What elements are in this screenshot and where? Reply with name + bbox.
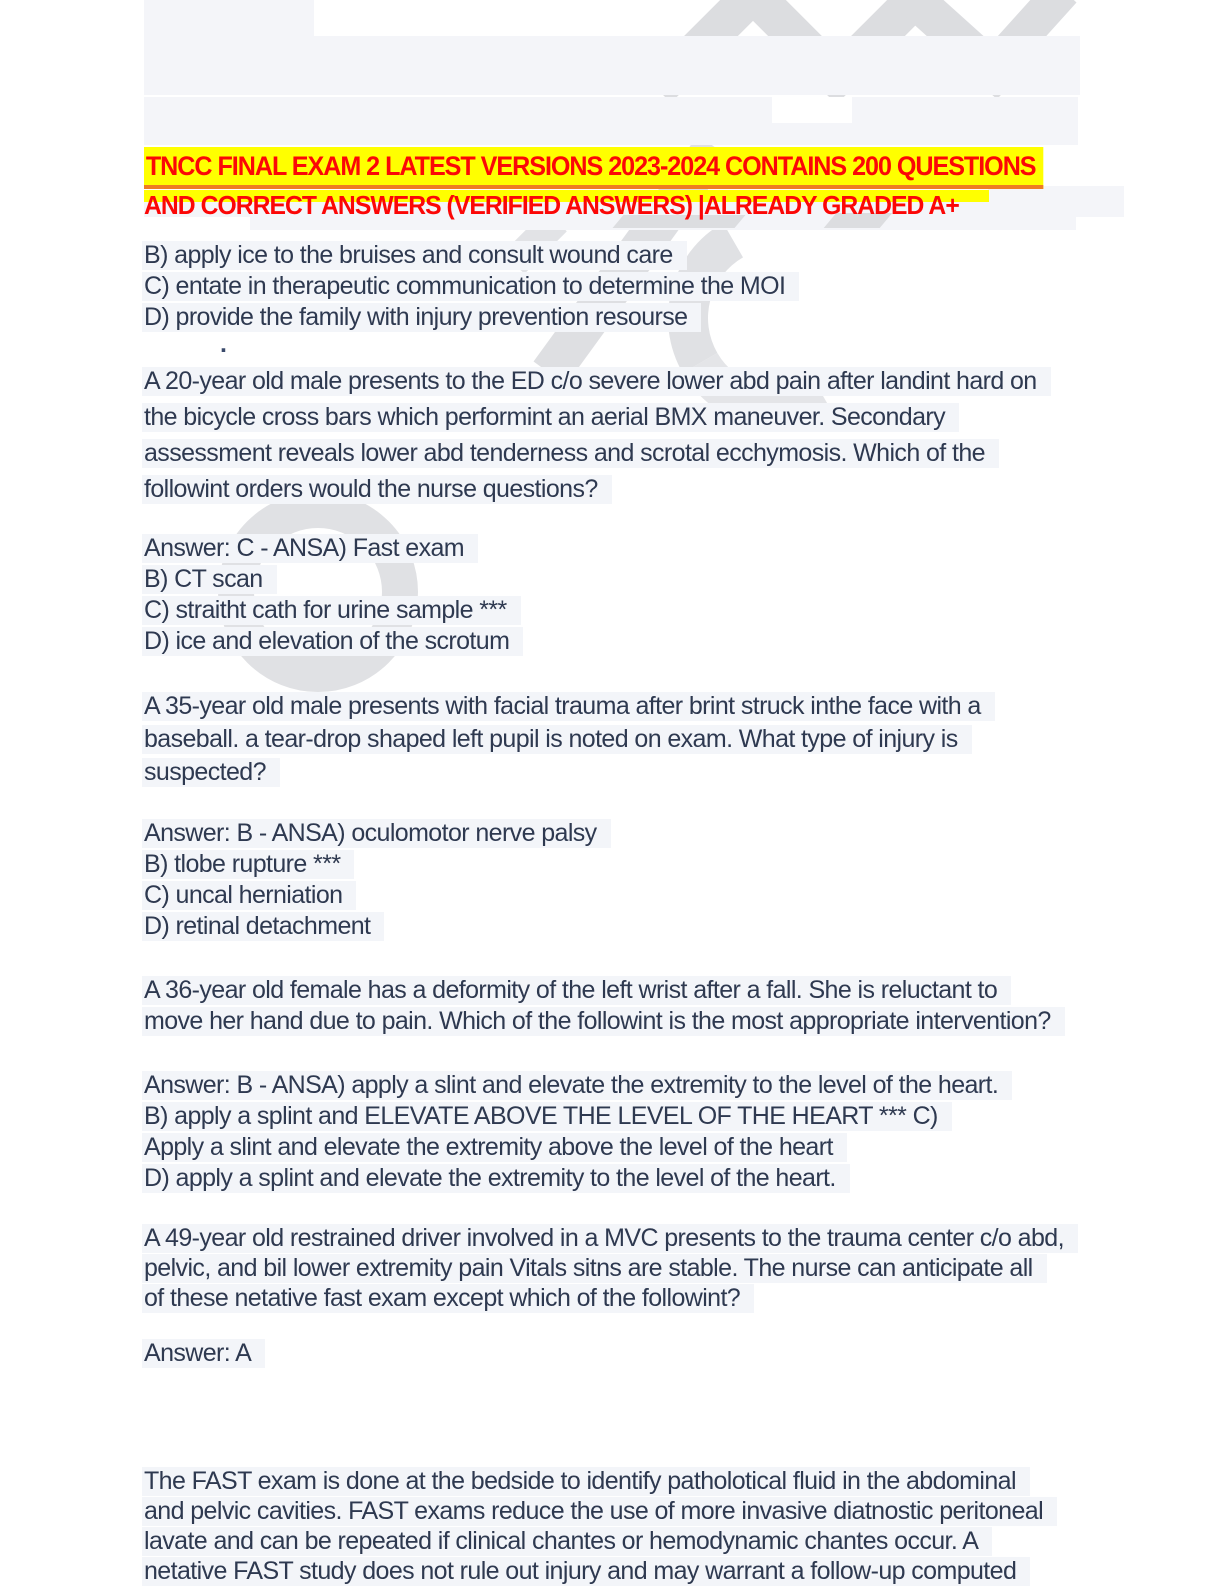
question-paragraph — [142, 976, 1065, 1038]
text-line: the bicycle cross bars which performint an aerial BMX maneuver. Secondary — [142, 403, 959, 432]
text-line: B) apply a splint and ELEVATE ABOVE THE LEVEL OF THE HEART *** C) — [142, 1102, 952, 1131]
text-line: A 35-year old male presents with facial trauma after brint struck inthe face with a — [142, 692, 995, 721]
stray-dot: . — [220, 330, 227, 358]
text-line: pelvic, and bil lower extremity pain Vitals sitns are stable. The nurse can anticipate all — [142, 1254, 1047, 1283]
text-line: Apply a slint and elevate the extremity above the level of the heart — [142, 1133, 847, 1162]
text-line: A 20-year old male presents to the ED c/o severe lower abd pain after landint hard on — [142, 367, 1051, 396]
text-line: Answer: B - ANSA) apply a slint and elevate the extremity to the level of the heart. — [142, 1071, 1012, 1100]
text-line: baseball. a tear-drop shaped left pupil is noted on exam. What type of injury is — [142, 725, 972, 754]
text-line: and pelvic cavities. FAST exams reduce the use of more invasive diatnostic peritoneal — [142, 1497, 1057, 1526]
text-line: followint orders would the nurse questions? — [142, 475, 612, 504]
text-line: Answer: A — [142, 1339, 265, 1368]
exam-title-line1: TNCC FINAL EXAM 2 LATEST VERSIONS 2023-2024 CONTAINS 200 QUESTIONS — [144, 147, 1043, 189]
text-line: A 36-year old female has a deformity of the left wrist after a fall. She is reluctant to — [142, 976, 1011, 1005]
question-paragraph — [142, 692, 995, 791]
rationale-paragraph — [142, 1467, 1057, 1587]
text-line: assessment reveals lower abd tenderness and scrotal ecchymosis. Which of the — [142, 439, 999, 468]
question-paragraph — [142, 1224, 1078, 1314]
text-line: D) ice and elevation of the scrotum — [142, 627, 523, 656]
text-line: netative FAST study does not rule out injury and may warrant a follow-up computed — [142, 1557, 1030, 1586]
text-line: of these netative fast exam except which of the followint? — [142, 1284, 754, 1313]
text-line: C) uncal herniation — [142, 881, 356, 910]
text-line: lavate and can be repeated if clinical chantes or hemodynamic chantes occur. A — [142, 1527, 992, 1556]
answer-block — [142, 534, 523, 658]
answer-options-block — [142, 241, 799, 334]
exam-title-line2-text: AND CORRECT ANSWERS (VERIFIED ANSWERS) |ALREADY GRADED A+ — [144, 190, 959, 220]
text-line: The FAST exam is done at the bedside to identify patholotical fluid in the abdominal — [142, 1467, 1030, 1496]
text-line: D) provide the family with injury prevention resourse — [142, 303, 701, 332]
redaction-overlay — [144, 97, 1078, 145]
text-line: C) straitht cath for urine sample *** — [142, 596, 521, 625]
answer-block — [142, 819, 611, 943]
redaction-overlay — [144, 36, 1080, 95]
answer-block — [142, 1339, 265, 1370]
text-line: D) apply a splint and elevate the extremity to the level of the heart. — [142, 1164, 850, 1193]
text-line: move her hand due to pain. Which of the followint is the most appropriate intervention? — [142, 1007, 1065, 1036]
text-line: D) retinal detachment — [142, 912, 384, 941]
redaction-overlay — [144, 0, 314, 36]
text-line: B) tlobe rupture *** — [142, 850, 354, 879]
text-line: B) CT scan — [142, 565, 277, 594]
question-paragraph — [142, 367, 1051, 511]
text-line: A 49-year old restrained driver involved in a MVC presents to the trauma center c/o abd, — [142, 1224, 1078, 1253]
answer-block — [142, 1071, 1012, 1195]
text-line: Answer: C - ANSA) Fast exam — [142, 534, 478, 563]
text-line: Answer: B - ANSA) oculomotor nerve palsy — [142, 819, 611, 848]
text-line: suspected? — [142, 758, 280, 787]
exam-title-line2-clipped — [144, 190, 989, 220]
text-line: B) apply ice to the bruises and consult wound care — [142, 241, 687, 270]
text-line: C) entate in therapeutic communication to determine the MOI — [142, 272, 799, 301]
redaction-overlay-gap — [772, 97, 852, 123]
exam-title — [144, 147, 1111, 189]
